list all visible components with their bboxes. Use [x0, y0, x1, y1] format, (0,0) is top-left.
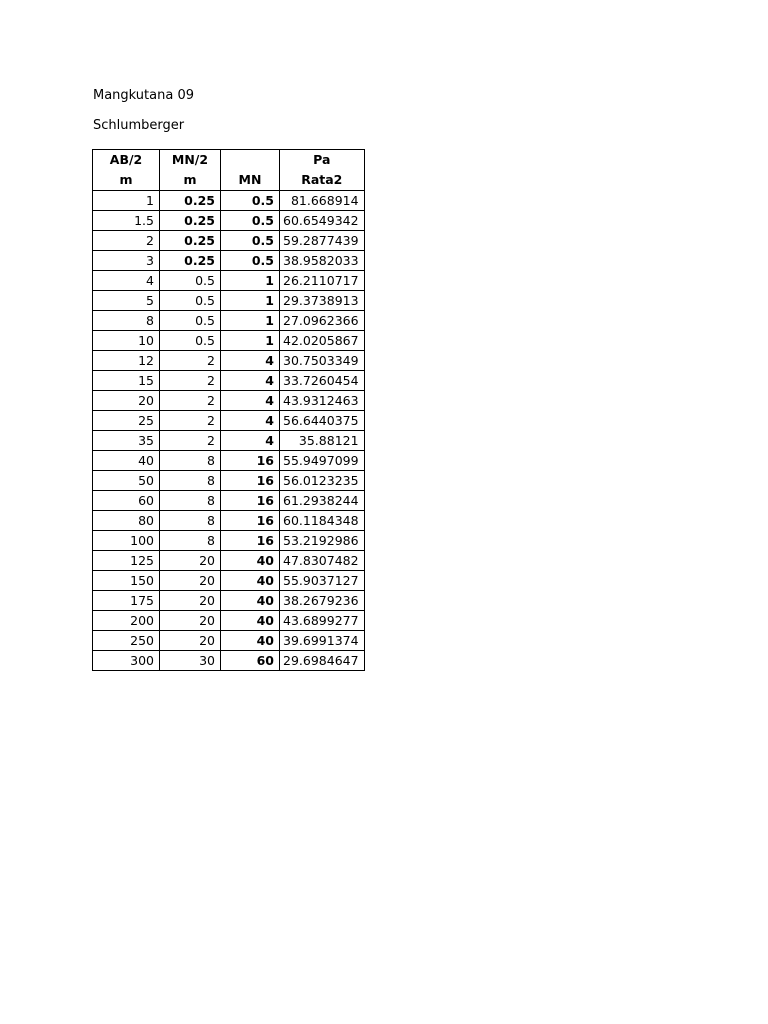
ab2-cell: 1.5 [93, 211, 160, 231]
mn2-cell: 20 [160, 571, 221, 591]
pa-rata2-cell: 29.3738913 [280, 291, 365, 311]
header-mn2: MN/2 [160, 150, 221, 171]
ab2-cell: 150 [93, 571, 160, 591]
mn-cell: 40 [221, 571, 280, 591]
header-row [93, 150, 365, 171]
mn2-cell: 0.5 [160, 291, 221, 311]
pa-rata2-cell: 30.7503349 [280, 351, 365, 371]
mn2-cell: 8 [160, 511, 221, 531]
pa-rata2-cell: 43.9312463 [280, 391, 365, 411]
mn-cell: 1 [221, 271, 280, 291]
ab2-cell: 250 [93, 631, 160, 651]
document-title: Mangkutana 09 [93, 88, 194, 103]
mn-cell: 0.5 [221, 191, 280, 211]
pa-rata2-cell: 33.7260454 [280, 371, 365, 391]
pa-rata2-cell: 38.9582033 [280, 251, 365, 271]
mn-cell: 40 [221, 591, 280, 611]
table-row [93, 291, 365, 311]
table-body [93, 191, 365, 671]
pa-rata2-cell: 26.2110717 [280, 271, 365, 291]
pa-rata2-cell: 60.6549342 [280, 211, 365, 231]
ab2-cell: 35 [93, 431, 160, 451]
pa-rata2-cell: 29.6984647 [280, 651, 365, 671]
ab2-cell: 8 [93, 311, 160, 331]
ab2-cell: 175 [93, 591, 160, 611]
ab2-cell: 12 [93, 351, 160, 371]
table-row [93, 311, 365, 331]
mn-cell: 0.5 [221, 251, 280, 271]
header-rata2: Rata2 [280, 170, 365, 191]
ab2-cell: 2 [93, 231, 160, 251]
mn-cell: 40 [221, 631, 280, 651]
pa-rata2-cell: 38.2679236 [280, 591, 365, 611]
pa-rata2-cell: 81.668914 [280, 191, 365, 211]
mn2-cell: 8 [160, 451, 221, 471]
ab2-cell: 15 [93, 371, 160, 391]
pa-rata2-cell: 42.0205867 [280, 331, 365, 351]
mn-cell: 4 [221, 371, 280, 391]
pa-rata2-cell: 61.2938244 [280, 491, 365, 511]
ab2-cell: 80 [93, 511, 160, 531]
mn2-cell: 20 [160, 591, 221, 611]
pa-rata2-cell: 47.8307482 [280, 551, 365, 571]
ab2-cell: 50 [93, 471, 160, 491]
table-row [93, 271, 365, 291]
mn2-cell: 0.25 [160, 231, 221, 251]
mn2-cell: 0.25 [160, 211, 221, 231]
pa-rata2-cell: 39.6991374 [280, 631, 365, 651]
mn2-cell: 8 [160, 471, 221, 491]
mn-cell: 4 [221, 411, 280, 431]
mn-cell: 16 [221, 471, 280, 491]
document-subtitle: Schlumberger [93, 118, 185, 133]
ab2-cell: 300 [93, 651, 160, 671]
mn2-cell: 8 [160, 531, 221, 551]
mn2-cell: 2 [160, 411, 221, 431]
pa-rata2-cell: 56.6440375 [280, 411, 365, 431]
pa-rata2-cell: 60.1184348 [280, 511, 365, 531]
mn2-cell: 2 [160, 391, 221, 411]
table-row [93, 551, 365, 571]
ab2-cell: 4 [93, 271, 160, 291]
ab2-cell: 200 [93, 611, 160, 631]
mn2-cell: 0.25 [160, 251, 221, 271]
mn2-cell: 8 [160, 491, 221, 511]
table-row [93, 591, 365, 611]
header-ab2-unit: m [93, 170, 160, 191]
ab2-cell: 60 [93, 491, 160, 511]
mn2-cell: 30 [160, 651, 221, 671]
table-row [93, 251, 365, 271]
mn-cell: 16 [221, 491, 280, 511]
header-row [93, 170, 365, 191]
table-row [93, 611, 365, 631]
table-row [93, 391, 365, 411]
mn2-cell: 20 [160, 611, 221, 631]
mn2-cell: 0.25 [160, 191, 221, 211]
mn2-cell: 2 [160, 351, 221, 371]
mn-cell: 4 [221, 351, 280, 371]
table-row [93, 351, 365, 371]
pa-rata2-cell: 59.2877439 [280, 231, 365, 251]
header-mn2-unit: m [160, 170, 221, 191]
table-row [93, 571, 365, 591]
mn2-cell: 0.5 [160, 271, 221, 291]
pa-rata2-cell: 43.6899277 [280, 611, 365, 631]
mn-cell: 4 [221, 431, 280, 451]
pa-rata2-cell: 27.0962366 [280, 311, 365, 331]
mn-cell: 16 [221, 511, 280, 531]
mn2-cell: 2 [160, 431, 221, 451]
ab2-cell: 100 [93, 531, 160, 551]
pa-rata2-cell: 55.9037127 [280, 571, 365, 591]
header-mn: MN [221, 170, 280, 191]
table-row [93, 371, 365, 391]
table-row [93, 231, 365, 251]
ab2-cell: 20 [93, 391, 160, 411]
mn2-cell: 0.5 [160, 311, 221, 331]
table-header [93, 150, 365, 191]
mn-cell: 40 [221, 551, 280, 571]
ab2-cell: 10 [93, 331, 160, 351]
mn-cell: 1 [221, 331, 280, 351]
mn-cell: 0.5 [221, 231, 280, 251]
ab2-cell: 125 [93, 551, 160, 571]
ab2-cell: 1 [93, 191, 160, 211]
header-pa: Pa [280, 150, 365, 171]
table-row [93, 191, 365, 211]
header-ab2: AB/2 [93, 150, 160, 171]
pa-rata2-cell: 55.9497099 [280, 451, 365, 471]
mn2-cell: 2 [160, 371, 221, 391]
mn-cell: 0.5 [221, 211, 280, 231]
table-row [93, 431, 365, 451]
mn-cell: 1 [221, 291, 280, 311]
table-row [93, 211, 365, 231]
mn2-cell: 20 [160, 551, 221, 571]
table-row [93, 471, 365, 491]
ab2-cell: 25 [93, 411, 160, 431]
table-row [93, 451, 365, 471]
ab2-cell: 40 [93, 451, 160, 471]
table-row [93, 511, 365, 531]
pa-rata2-cell: 53.2192986 [280, 531, 365, 551]
resistivity-table [92, 149, 365, 671]
mn-cell: 16 [221, 451, 280, 471]
mn2-cell: 20 [160, 631, 221, 651]
table-row [93, 491, 365, 511]
table-row [93, 411, 365, 431]
pa-rata2-cell: 56.0123235 [280, 471, 365, 491]
mn-cell: 4 [221, 391, 280, 411]
ab2-cell: 3 [93, 251, 160, 271]
mn-cell: 16 [221, 531, 280, 551]
mn-cell: 40 [221, 611, 280, 631]
mn-cell: 60 [221, 651, 280, 671]
table-row [93, 331, 365, 351]
ab2-cell: 5 [93, 291, 160, 311]
table-row [93, 651, 365, 671]
header-mn-blank [221, 150, 280, 171]
table-row [93, 531, 365, 551]
mn-cell: 1 [221, 311, 280, 331]
pa-rata2-cell: 35.88121 [280, 431, 365, 451]
mn2-cell: 0.5 [160, 331, 221, 351]
table-row [93, 631, 365, 651]
